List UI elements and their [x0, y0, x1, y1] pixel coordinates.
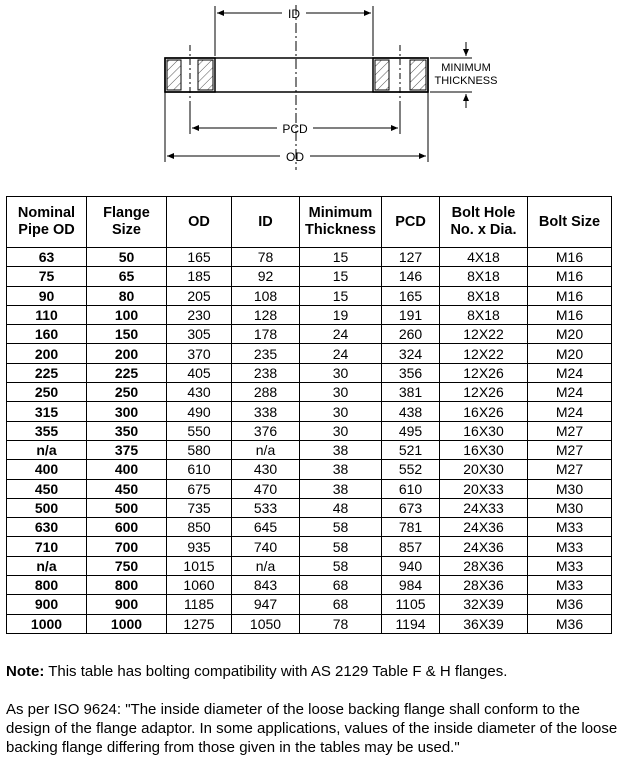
column-header-line: Pipe OD [18, 222, 75, 238]
table-cell: 8X18 [440, 286, 528, 305]
table-cell: M20 [528, 325, 612, 344]
table-cell: 700 [87, 537, 167, 556]
table-cell: 521 [382, 440, 440, 459]
table-cell: 315 [7, 402, 87, 421]
table-row [7, 498, 612, 517]
table-row [7, 305, 612, 324]
column-header-line: Bolt Size [538, 213, 601, 230]
table-cell: 178 [232, 325, 300, 344]
table-cell: 600 [87, 518, 167, 537]
column-header-line: No. x Dia. [450, 222, 517, 238]
table-cell: n/a [7, 556, 87, 575]
min-thickness-label-2: THICKNESS [434, 75, 498, 87]
table-cell: 1015 [167, 556, 232, 575]
table-cell: 430 [167, 383, 232, 402]
table-cell: 438 [382, 402, 440, 421]
table-cell: 225 [7, 363, 87, 382]
table-cell: 550 [167, 421, 232, 440]
table-cell: 675 [167, 479, 232, 498]
table-cell: 36X39 [440, 614, 528, 633]
table-cell: 63 [7, 248, 87, 267]
table-cell: 238 [232, 363, 300, 382]
table-cell: 490 [167, 402, 232, 421]
table-cell: 250 [7, 383, 87, 402]
table-cell: 20X30 [440, 460, 528, 479]
table-row [7, 556, 612, 575]
table-cell: 110 [7, 305, 87, 324]
table-cell: 552 [382, 460, 440, 479]
table-cell: 350 [87, 421, 167, 440]
table-cell: 28X36 [440, 576, 528, 595]
column-header-line: ID [258, 213, 273, 230]
table-cell: 24X36 [440, 518, 528, 537]
table-cell: 58 [300, 556, 382, 575]
od-label: OD [286, 150, 304, 164]
column-header [382, 197, 440, 248]
table-cell: M16 [528, 286, 612, 305]
table-cell: 50 [87, 248, 167, 267]
flange-diagram [0, 0, 620, 190]
column-header [440, 197, 528, 248]
note-text: This table has bolting compatibility with AS 2129 Table F & H flanges. [44, 663, 508, 680]
table-cell: 90 [7, 286, 87, 305]
column-header-line: Bolt Hole [451, 205, 516, 221]
table-row [7, 344, 612, 363]
table-row [7, 518, 612, 537]
table-cell: M16 [528, 267, 612, 286]
table-cell: M30 [528, 479, 612, 498]
table-cell: M27 [528, 421, 612, 440]
note-label: Note: [6, 663, 45, 680]
table-cell: 850 [167, 518, 232, 537]
table-cell: 24 [300, 344, 382, 363]
table-cell: 288 [232, 383, 300, 402]
table-cell: 8X18 [440, 305, 528, 324]
table-cell: M33 [528, 576, 612, 595]
pcd-label: PCD [282, 122, 308, 136]
table-cell: M16 [528, 248, 612, 267]
note-line [6, 663, 507, 680]
table-cell: 165 [382, 286, 440, 305]
flange-cross-section [0, 0, 620, 190]
table-cell: 800 [87, 576, 167, 595]
table-cell: 857 [382, 537, 440, 556]
table-cell: M27 [528, 440, 612, 459]
table-cell: 740 [232, 537, 300, 556]
table-cell: 800 [7, 576, 87, 595]
column-header-line: Nominal [17, 205, 76, 221]
table-cell: 260 [382, 325, 440, 344]
table-cell: 24X33 [440, 498, 528, 517]
table-cell: 24 [300, 325, 382, 344]
table-cell: 78 [300, 614, 382, 633]
table-cell: 450 [7, 479, 87, 498]
table-row [7, 421, 612, 440]
table-cell: 16X26 [440, 402, 528, 421]
table-cell: 19 [300, 305, 382, 324]
table-cell: M30 [528, 498, 612, 517]
table-cell: 30 [300, 421, 382, 440]
table-row [7, 383, 612, 402]
table-cell: 370 [167, 344, 232, 363]
table-cell: 1275 [167, 614, 232, 633]
table-cell: 610 [382, 479, 440, 498]
table-cell: 230 [167, 305, 232, 324]
column-header-line: Size [111, 222, 141, 238]
table-cell: 1060 [167, 576, 232, 595]
table-cell: 205 [167, 286, 232, 305]
column-header-line: Flange [103, 205, 150, 221]
table-cell: M36 [528, 595, 612, 614]
table-cell: 160 [7, 325, 87, 344]
table-cell: 235 [232, 344, 300, 363]
table-cell: 947 [232, 595, 300, 614]
table-cell: 38 [300, 460, 382, 479]
column-header-line: OD [188, 213, 210, 230]
table-cell: 75 [7, 267, 87, 286]
table-cell: 146 [382, 267, 440, 286]
table-row [7, 595, 612, 614]
table-row [7, 325, 612, 344]
table-cell: 32X39 [440, 595, 528, 614]
table-row [7, 479, 612, 498]
table-cell: 92 [232, 267, 300, 286]
table-cell: 500 [87, 498, 167, 517]
table-cell: 48 [300, 498, 382, 517]
table-cell: 38 [300, 440, 382, 459]
table-cell: 65 [87, 267, 167, 286]
table-cell: 843 [232, 576, 300, 595]
table-cell: 165 [167, 248, 232, 267]
table-row [7, 363, 612, 382]
table-cell: 58 [300, 518, 382, 537]
table-cell: 225 [87, 363, 167, 382]
table-cell: M16 [528, 305, 612, 324]
column-header [300, 197, 382, 248]
table-row [7, 440, 612, 459]
table-cell: 450 [87, 479, 167, 498]
table-cell: 16X30 [440, 440, 528, 459]
table-cell: 400 [87, 460, 167, 479]
table-cell: 580 [167, 440, 232, 459]
table-cell: 15 [300, 286, 382, 305]
column-header [232, 197, 300, 248]
column-header-line: Minimum [308, 205, 373, 221]
table-cell: 673 [382, 498, 440, 517]
table-cell: 1050 [232, 614, 300, 633]
table-cell: 940 [382, 556, 440, 575]
table-cell: M33 [528, 537, 612, 556]
table-cell: 781 [382, 518, 440, 537]
table-cell: 610 [167, 460, 232, 479]
table-cell: 16X30 [440, 421, 528, 440]
table-row [7, 614, 612, 633]
table-cell: 355 [7, 421, 87, 440]
table-cell: 900 [7, 595, 87, 614]
table-cell: 38 [300, 479, 382, 498]
table-cell: 12X26 [440, 363, 528, 382]
table-cell: 150 [87, 325, 167, 344]
column-header-line: PCD [395, 213, 426, 230]
table-cell: 68 [300, 576, 382, 595]
table-cell: 12X22 [440, 344, 528, 363]
table-cell: 12X22 [440, 325, 528, 344]
table-cell: 405 [167, 363, 232, 382]
table-cell: 495 [382, 421, 440, 440]
table-cell: 30 [300, 402, 382, 421]
table-cell: M24 [528, 402, 612, 421]
table-cell: 381 [382, 383, 440, 402]
table-cell: 80 [87, 286, 167, 305]
table-cell: 185 [167, 267, 232, 286]
table-cell: 4X18 [440, 248, 528, 267]
column-header [7, 197, 87, 248]
table-cell: 20X33 [440, 479, 528, 498]
table-cell: 128 [232, 305, 300, 324]
table-cell: 376 [232, 421, 300, 440]
table-cell: 68 [300, 595, 382, 614]
table-cell: 900 [87, 595, 167, 614]
table-cell: 100 [87, 305, 167, 324]
table-cell: 470 [232, 479, 300, 498]
column-header [528, 197, 612, 248]
table-cell: 15 [300, 248, 382, 267]
table-cell: 750 [87, 556, 167, 575]
table-cell: 28X36 [440, 556, 528, 575]
table-cell: 500 [7, 498, 87, 517]
table-cell: M36 [528, 614, 612, 633]
table-cell: 30 [300, 383, 382, 402]
table-cell: 8X18 [440, 267, 528, 286]
table-cell: 12X26 [440, 383, 528, 402]
table-cell: 191 [382, 305, 440, 324]
table-cell: 375 [87, 440, 167, 459]
table-cell: 30 [300, 363, 382, 382]
table-row [7, 576, 612, 595]
table-cell: 250 [87, 383, 167, 402]
table-cell: 630 [7, 518, 87, 537]
table-cell: M33 [528, 556, 612, 575]
table-cell: 984 [382, 576, 440, 595]
table-cell: M24 [528, 383, 612, 402]
flange-dimensions-table [6, 196, 612, 634]
table-cell: 1000 [87, 614, 167, 633]
table-cell: 1105 [382, 595, 440, 614]
table-cell: 430 [232, 460, 300, 479]
table-cell: M33 [528, 518, 612, 537]
table-cell: 1185 [167, 595, 232, 614]
table-row [7, 248, 612, 267]
table-cell: 356 [382, 363, 440, 382]
table-cell: 127 [382, 248, 440, 267]
table-cell: 200 [7, 344, 87, 363]
column-header [167, 197, 232, 248]
table-cell: 78 [232, 248, 300, 267]
column-header [87, 197, 167, 248]
table-cell: 324 [382, 344, 440, 363]
id-label: ID [288, 7, 300, 21]
table-row [7, 402, 612, 421]
table-cell: 710 [7, 537, 87, 556]
table-cell: 645 [232, 518, 300, 537]
table-cell: M24 [528, 363, 612, 382]
table-cell: 338 [232, 402, 300, 421]
column-header-line: Thickness [305, 222, 376, 238]
table-cell: 200 [87, 344, 167, 363]
table-cell: 108 [232, 286, 300, 305]
table-cell: 305 [167, 325, 232, 344]
table-cell: M20 [528, 344, 612, 363]
table-cell: n/a [232, 556, 300, 575]
min-thickness-label-1: MINIMUM [441, 62, 491, 74]
table-cell: 58 [300, 537, 382, 556]
table-cell: n/a [7, 440, 87, 459]
table-cell: M27 [528, 460, 612, 479]
iso-quote: As per ISO 9624: "The inside diameter of the loose backing flange shall conform to the design of the flange adaptor. In some applications, values of the inside diameter of the loose backing flange differing from those given in the tables may be used." [6, 701, 618, 756]
table-row [7, 537, 612, 556]
table-cell: 400 [7, 460, 87, 479]
table-cell: 15 [300, 267, 382, 286]
table-cell: 300 [87, 402, 167, 421]
table-cell: 1194 [382, 614, 440, 633]
table-row [7, 460, 612, 479]
table-cell: 24X36 [440, 537, 528, 556]
table-row [7, 286, 612, 305]
table-cell: n/a [232, 440, 300, 459]
table-cell: 735 [167, 498, 232, 517]
table-body [7, 248, 612, 634]
table-cell: 533 [232, 498, 300, 517]
table-cell: 935 [167, 537, 232, 556]
table-row [7, 267, 612, 286]
table-cell: 1000 [7, 614, 87, 633]
table-header-row [7, 197, 612, 248]
